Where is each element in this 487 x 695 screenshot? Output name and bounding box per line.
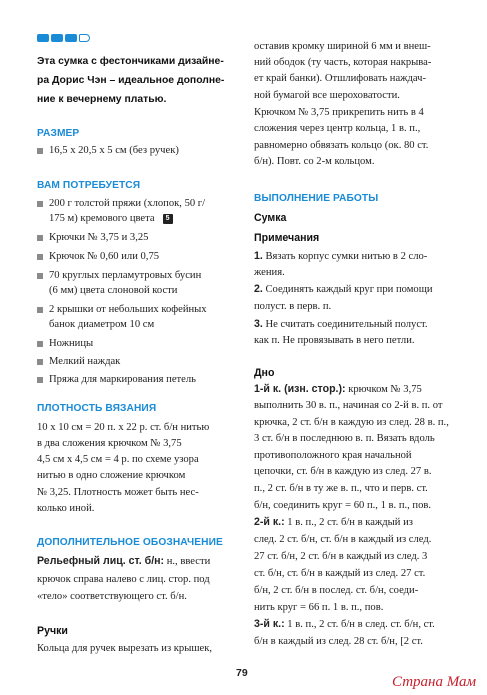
- note-number: 3.: [254, 318, 263, 330]
- note-line: [254, 283, 433, 296]
- bullet-icon: [37, 254, 43, 260]
- bullet-icon: [37, 148, 43, 154]
- handles-cont-line: оставив кромку шириной 6 мм и внеш-: [254, 41, 431, 52]
- note-text: Не считать соединительный полуст.: [262, 319, 428, 330]
- size-heading: РАЗМЕР: [37, 128, 80, 139]
- work-heading: ВЫПОЛНЕНИЕ РАБОТЫ: [254, 193, 379, 204]
- notation-text: н., ввести: [164, 556, 211, 567]
- gauge-line: нитью в одно сложение крючком: [37, 470, 186, 481]
- row-line: [254, 383, 422, 396]
- bullet-icon: [37, 235, 43, 241]
- row-line: выполнить 30 в. п., начиная со 2-й в. п. от: [254, 400, 443, 411]
- material-line: Пряжа для маркирования петель: [49, 374, 196, 385]
- marker-block: [51, 34, 63, 42]
- notation-heading: ДОПОЛНИТЕЛЬНОЕ ОБОЗНАЧЕНИЕ: [37, 537, 223, 548]
- gauge-line: 4,5 см х 4,5 см = 4 р. по схеме узора: [37, 454, 199, 465]
- handles-cont-line: ной бумагой все шероховатости.: [254, 90, 400, 101]
- bullet-icon: [37, 341, 43, 347]
- material-line-text: 175 м) кремового цвета: [49, 213, 155, 224]
- row-line: б/н в каждый из след. 28 ст. б/н, [2 ст.: [254, 636, 423, 647]
- handles-cont-line: б/н). Повт. со 2-м кольцом.: [254, 156, 375, 167]
- watermark-logo: Страна Мам: [392, 674, 477, 690]
- bullet-icon: [37, 359, 43, 365]
- notation-line: [37, 555, 210, 568]
- bag-title: Сумка: [254, 212, 287, 224]
- handles-cont-line: сложения через центр кольца, 1 в. п.,: [254, 123, 421, 134]
- material-line: Крючок № 0,60 или 0,75: [49, 251, 160, 262]
- gauge-heading: ПЛОТНОСТЬ ВЯЗАНИЯ: [37, 403, 157, 414]
- row-text: крючком № 3,75: [345, 384, 422, 395]
- note-line: [254, 318, 428, 331]
- note-line: как п. Не провязывать в него петли.: [254, 335, 415, 346]
- notation-line: «тело» соответствующего ст. б/н.: [37, 591, 187, 602]
- row-line: б/н, соединить круг = 60 п., 1 в. п., пов.: [254, 500, 432, 511]
- note-line: жения.: [254, 267, 285, 278]
- row-line: б/н, 2 ст. б/н в послед. ст. б/н, соеди-: [254, 585, 419, 596]
- row-line: след. 2 ст. б/н, ст. б/н в каждый из след.: [254, 534, 432, 545]
- row-line: нить круг = 66 п. 1 в. п., пов.: [254, 602, 384, 613]
- gauge-line: 10 х 10 см = 20 п. х 22 р. ст. б/н нитью: [37, 422, 210, 433]
- material-line: [49, 212, 173, 225]
- material-line: банок диаметром 10 см: [49, 319, 155, 330]
- material-line: 200 г толстой пряжи (хлопок, 50 г/: [49, 198, 206, 209]
- bullet-icon: [37, 307, 43, 313]
- material-line: Мелкий наждак: [49, 356, 121, 367]
- intro-line: ние к вечернему платью.: [37, 94, 167, 105]
- row-line: 3 ст. б/н в последнюю в. п. Вязать вдоль: [254, 433, 435, 444]
- marker-block-outline: [79, 34, 90, 42]
- gauge-line: колько иной.: [37, 503, 95, 514]
- handles-line: Кольца для ручек вырезать из крышек,: [37, 643, 212, 654]
- handles-cont-line: ет край банки). Отшлифовать наждач-: [254, 73, 427, 84]
- size-value: 16,5 х 20,5 х 5 см (без ручек): [49, 145, 179, 156]
- page-number: 79: [236, 667, 248, 679]
- material-line: Ножницы: [49, 338, 94, 349]
- row-line: [254, 618, 435, 631]
- note-number: 2.: [254, 283, 263, 295]
- bullet-icon: [37, 273, 43, 279]
- row-line: ст. б/н, ст. б/н в каждый из след. 27 ст.: [254, 568, 426, 579]
- marker-block: [37, 34, 49, 42]
- yarn-weight-icon: 5: [163, 214, 173, 224]
- material-line: (6 мм) цвета слоновой кости: [49, 285, 178, 296]
- material-line: 70 круглых перламутровых бусин: [49, 270, 202, 281]
- note-number: 1.: [254, 250, 263, 262]
- handles-cont-line: равномерно обвязать кольцо (ок. 80 ст.: [254, 140, 429, 151]
- note-text: Вязать корпус сумки нитью в 2 сло-: [262, 251, 428, 262]
- note-text: Соединять каждый круг при помощи: [262, 284, 433, 295]
- row-label: 3-й к.:: [254, 618, 285, 630]
- intro-line: Эта сумка с фестончиками дизайне-: [37, 56, 224, 67]
- row-line: цепочки, ст. б/н в каждую из след. 27 в.: [254, 466, 432, 477]
- notation-term: Рельефный лиц. ст. б/н:: [37, 555, 165, 567]
- marker-block: [65, 34, 77, 42]
- row-line: 27 ст. б/н, 2 ст. б/н в каждый из след. 3: [254, 551, 428, 562]
- note-line: [254, 250, 427, 263]
- row-line: крючка, 2 ст. б/н в каждую из след. 28 в. п.,: [254, 417, 449, 428]
- row-text: 1 в. п., 2 ст. б/н в след. ст. б/н, ст.: [284, 619, 435, 630]
- notation-line: крючок справа налево с лиц. стор. под: [37, 574, 210, 585]
- handles-cont-line: ний ободок (ту часть, которая накрыва-: [254, 57, 432, 68]
- bullet-icon: [37, 201, 43, 207]
- note-line: полуст. в перв. п.: [254, 301, 332, 312]
- gauge-line: № 3,25. Плотность может быть нес-: [37, 487, 199, 498]
- gauge-line: в два сложения крючком № 3,75: [37, 438, 182, 449]
- bottom-title: Дно: [254, 367, 275, 379]
- notes-title: Примечания: [254, 232, 320, 244]
- material-line: 2 крышки от небольших кофейных: [49, 304, 207, 315]
- row-line: п., 2 ст. б/н в ту же в. п., что и перв. ст.: [254, 483, 428, 494]
- intro-line: ра Дорис Чэн – идеальное дополне-: [37, 75, 225, 86]
- row-line: противоположного края начальной: [254, 450, 412, 461]
- handles-cont-line: Крючком № 3,75 прикрепить нить в 4: [254, 107, 424, 118]
- row-label: 1-й к. (изн. стор.):: [254, 383, 346, 395]
- material-line: Крючки № 3,75 и 3,25: [49, 232, 149, 243]
- materials-heading: ВАМ ПОТРЕБУЕТСЯ: [37, 180, 141, 191]
- handles-heading: Ручки: [37, 625, 68, 637]
- bullet-icon: [37, 377, 43, 383]
- row-line: [254, 516, 413, 529]
- section-marker: [37, 34, 90, 42]
- row-text: 1 в. п., 2 ст. б/н в каждый из: [284, 517, 413, 528]
- row-label: 2-й к.:: [254, 516, 285, 528]
